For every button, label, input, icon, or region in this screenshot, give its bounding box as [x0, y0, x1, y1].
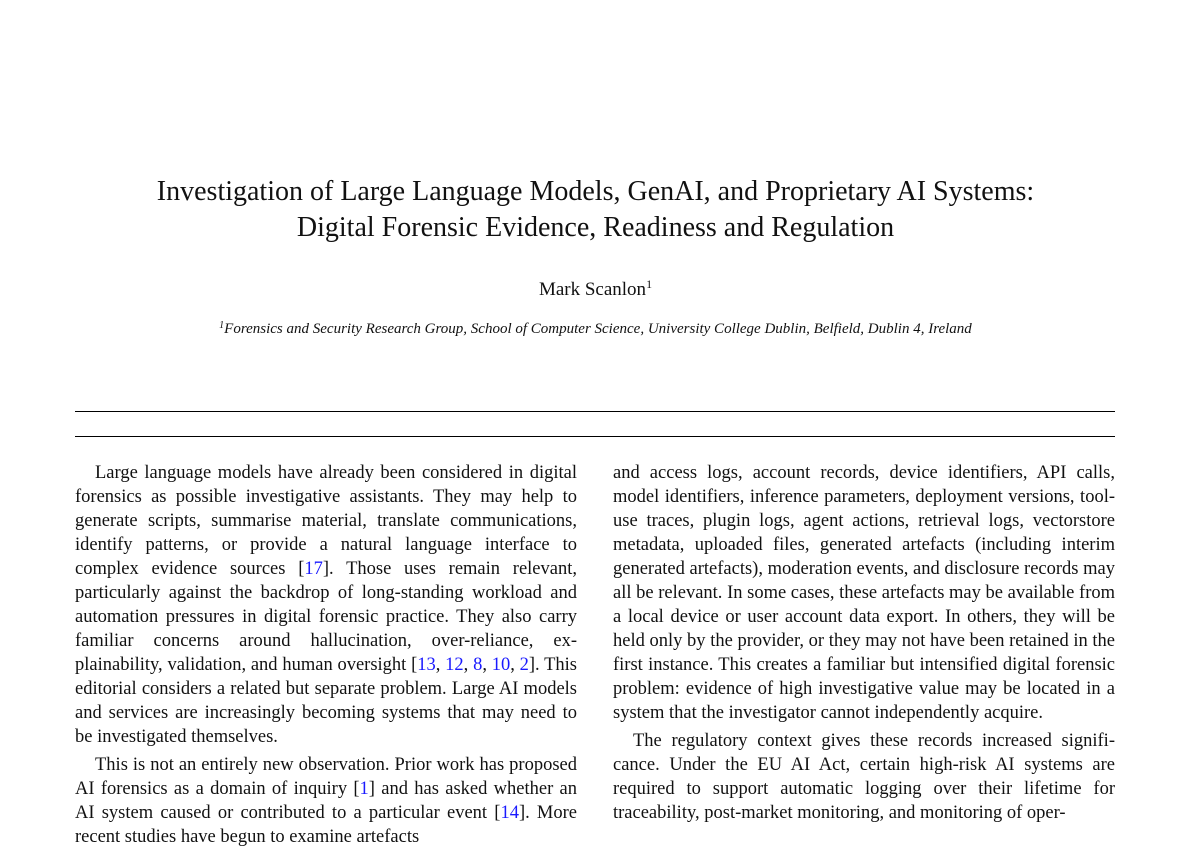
author-affiliation-mark: 1 — [646, 277, 653, 291]
paragraph: and access logs, account records, device identifiers, API calls, model identifiers, inference parameters, deployment versions, tool-use traces, plugin logs, agent actions, retrieval logs, vectorstore metadata, uploaded files, generated artefacts (including interim generated artefacts), moderation events, and disclosure records may all be relevant. In some cases, these artefacts may be available from a local device or user account data export. In others, they will be held only by the provider, or they may not have been retained in the first instance. This creates a familiar but intensified digital forensic problem: evidence of high investigative value may be located in a system that the investigator cannot independently acquire. — [613, 463, 1115, 723]
title-line-1: Investigation of Large Language Models, GenAI, and Proprietary AI Systems: — [156, 176, 1035, 207]
citation-separator: , — [463, 655, 474, 675]
citation-separator: , — [510, 655, 520, 675]
author — [0, 279, 1191, 301]
citation-link[interactable]: 2 — [519, 655, 529, 675]
text-run: ]. Those uses remain relevant, particularly against the backdrop of long-standing workload and automation pressures in digital forensic practice. They also carry familiar concerns around hallucination, over-reliance, explainability, validation, and human oversight [ — [75, 559, 577, 675]
citation-link[interactable]: 14 — [500, 803, 519, 823]
citation-link[interactable]: 12 — [445, 655, 464, 675]
text-run: Large language models have already been considered in digital forensics as possible investigative assistants. They may help to generate scripts, summarise material, translate communications, identify patterns, or provide a natural language interface to complex evidence sources [ — [75, 463, 577, 579]
title-line-2: Digital Forensic Evidence, Readiness and Regulation — [296, 212, 895, 243]
citation-link[interactable]: 17 — [304, 559, 323, 579]
citation-link[interactable]: 10 — [491, 655, 511, 675]
text-run: This is not an entirely new observation. Prior work has proposed AI forensics as a domain of inquiry [ — [75, 755, 577, 799]
author-name: Mark Scanlon — [538, 279, 647, 300]
left-column — [75, 461, 577, 849]
top-rule — [75, 411, 1115, 412]
citation-link[interactable]: 1 — [359, 779, 369, 799]
citation-separator: , — [435, 655, 446, 675]
second-rule — [75, 436, 1115, 437]
text-run: ]. More recent studies have begun to examine artefacts — [75, 803, 577, 847]
paragraph — [75, 753, 577, 849]
paragraph: The regulatory context gives these records increased significance. Under the EU AI Act, certain high-risk AI systems are required to support automatic logging over their lifetime for traceability, post-market monitoring, and monitoring of oper- — [613, 731, 1115, 823]
affiliation-mark: 1 — [219, 320, 225, 331]
citation-separator: , — [482, 655, 492, 675]
affiliation — [0, 321, 1191, 338]
paper-title — [0, 174, 1191, 246]
citation-link[interactable]: 13 — [417, 655, 436, 675]
right-column — [613, 461, 1115, 825]
text-run: ]. This editorial considers a related but separate problem. Large AI models and services are increasingly becoming systems that may need to be investigated themselves. — [75, 655, 578, 747]
paragraph — [75, 461, 577, 749]
text-run: ] and has asked whether an AI system caused or contributed to a particular event [ — [75, 779, 577, 823]
affiliation-text: Forensics and Security Research Group, School of Computer Science, University College Dublin, Belfield, Dublin 4, Ireland — [224, 321, 972, 337]
citation-link[interactable]: 8 — [473, 655, 483, 675]
